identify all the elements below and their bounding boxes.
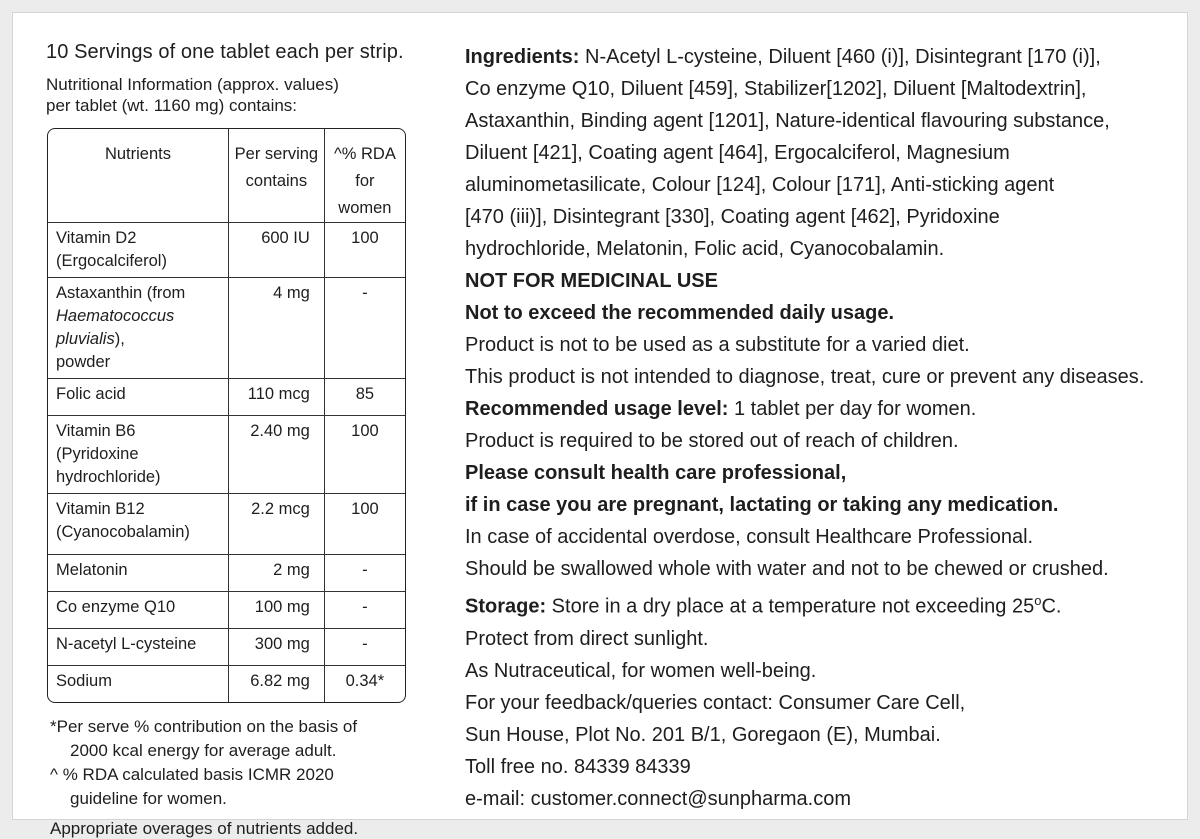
ingredients-line: [470 (iii)], Disintegrant [330], Coating agent [462], Pyridoxine <box>465 206 1000 228</box>
table-row <box>48 555 405 592</box>
ingredients-line: Diluent [421], Coating agent [464], Ergocalciferol, Magnesium <box>465 142 1010 164</box>
nutrient-amount: 2 mg <box>229 555 325 592</box>
swallow-note: Should be swallowed whole with water and not to be chewed or crushed. <box>465 558 1109 580</box>
ingredients-line: Co enzyme Q10, Diluent [459], Stabilizer[1202], Diluent [Maltodextrin], <box>465 78 1087 100</box>
nutraceutical-note: As Nutraceutical, for women well-being. <box>465 659 817 682</box>
ingredients-text: N-Acetyl L-cysteine, Diluent [460 (i)], Disintegrant [170 (i)], <box>579 46 1101 68</box>
header-nutrients: Nutrients <box>48 129 229 223</box>
nutrient-name-italic: Haematococcus pluvialis <box>56 307 175 348</box>
consult-line2: if in case you are pregnant, lactating or taking any medication. <box>465 494 1059 516</box>
footnote-rda-line1: ^ % RDA calculated basis ICMR 2020 <box>50 765 334 784</box>
ingredients-line <box>465 41 1175 73</box>
nutrient-rda: 100 <box>325 223 405 278</box>
overages-note: Appropriate overages of nutrients added. <box>50 819 359 838</box>
nutrient-name <box>48 494 229 555</box>
nutrient-amount: 2.2 mcg <box>229 494 325 555</box>
table-row <box>48 494 405 555</box>
nutrient-name: N-acetyl L-cysteine <box>48 629 229 666</box>
nutrition-info-line2: per tablet (wt. 1160 mg) contains: <box>46 96 298 115</box>
table-row <box>48 629 405 666</box>
consult-line1: Please consult health care professional, <box>465 462 847 484</box>
table-footnotes <box>50 715 426 811</box>
storage-text: Store in a dry place at a temperature not exceeding 25 <box>546 595 1035 618</box>
sunlight-note: Protect from direct sunlight. <box>465 627 709 650</box>
nutrient-rda: 100 <box>325 494 405 555</box>
nutrient-rda: - <box>325 555 405 592</box>
storage-line <box>465 585 1175 623</box>
nutrient-rda: - <box>325 629 405 666</box>
header-per-serving-line1: Per serving <box>234 145 319 163</box>
table-header-row <box>48 129 405 223</box>
table-row <box>48 666 405 702</box>
ingredients-line: hydrochloride, Melatonin, Folic acid, Cyanocobalamin. <box>465 238 945 260</box>
nutrition-table <box>47 128 406 703</box>
label-panel <box>12 12 1188 838</box>
nutrient-name: Sodium <box>48 666 229 702</box>
table-row <box>48 278 405 379</box>
nutrient-name-line2: (Pyridoxine hydrochloride) <box>56 445 161 486</box>
nutrient-name: Vitamin D2 (Ergocalciferol) <box>48 223 229 278</box>
nutrient-rda: 0.34* <box>345 672 385 690</box>
nutrient-name-line1: Vitamin B6 <box>56 422 136 440</box>
header-per-serving-line2: contains <box>245 172 308 190</box>
ingredients-column <box>465 41 1175 815</box>
substitute-note: Product is not to be used as a substitute for a varied diet. <box>465 334 970 356</box>
nutrient-name-line2: (Cyanocobalamin) <box>56 523 190 541</box>
footnote-energy-line1: *Per serve % contribution on the basis of <box>50 717 358 736</box>
table-row <box>48 416 405 494</box>
children-note: Product is required to be stored out of reach of children. <box>465 430 959 452</box>
nutrient-rda: - <box>325 278 405 379</box>
nutrient-amount: 2.40 mg <box>229 416 325 494</box>
table-row <box>48 223 405 278</box>
nutrient-name-line1: Astaxanthin (from <box>56 284 186 302</box>
overdose-note: In case of accidental overdose, consult Healthcare Professional. <box>465 526 1034 548</box>
storage-label: Storage: <box>465 595 547 618</box>
nutrient-name-line1: Vitamin B12 <box>56 500 145 518</box>
footnote-rda-line2: guideline for women. <box>70 789 227 808</box>
footnote-energy-line2: 2000 kcal energy for average adult. <box>70 741 337 760</box>
header-rda <box>325 129 405 223</box>
not-intended-note: This product is not intended to diagnose, treat, cure or prevent any diseases. <box>465 366 1145 388</box>
not-medicinal-warning: NOT FOR MEDICINAL USE <box>465 270 718 292</box>
nutrient-amount: 100 mg <box>229 592 325 629</box>
table-row <box>48 379 405 416</box>
nutrient-amount: 600 IU <box>229 223 325 278</box>
ingredients-label: Ingredients: <box>465 46 580 68</box>
storage-unit: C. <box>1041 595 1062 618</box>
servings-text: 10 Servings of one tablet each per strip. <box>46 41 404 63</box>
nutrition-info-heading <box>46 74 426 116</box>
nutrient-rda: 100 <box>325 416 405 494</box>
header-per-serving <box>229 129 325 223</box>
table-row <box>48 592 405 629</box>
nutrient-amount: 110 mcg <box>229 379 325 416</box>
ingredients-line: Astaxanthin, Binding agent [1201], Nature-identical flavouring substance, <box>465 110 1110 132</box>
nutrient-amount: 300 mg <box>229 629 325 666</box>
nutrient-name <box>48 416 229 494</box>
nutrient-name: Folic acid <box>48 379 229 416</box>
nutrition-column <box>46 41 426 839</box>
nutrient-name: Co enzyme Q10 <box>48 592 229 629</box>
usage-level <box>465 393 1175 425</box>
degree-symbol: o <box>1034 593 1042 608</box>
usage-label: Recommended usage level: <box>465 398 729 420</box>
address: Sun House, Plot No. 201 B/1, Goregaon (E), Mumbai. <box>465 723 941 746</box>
nutrition-info-line1: Nutritional Information (approx. values) <box>46 75 339 94</box>
nutrient-name: Melatonin <box>48 555 229 592</box>
feedback-contact: For your feedback/queries contact: Consumer Care Cell, <box>465 691 966 714</box>
header-rda-line2: for women <box>338 172 392 217</box>
nutrient-rda: - <box>325 592 405 629</box>
nutrient-name-line3: powder <box>56 353 111 371</box>
usage-text: 1 tablet per day for women. <box>728 398 977 420</box>
nutrient-name <box>48 278 229 379</box>
tollfree-number: Toll free no. 84339 84339 <box>465 755 691 778</box>
nutrient-amount: 4 mg <box>229 278 325 379</box>
ingredients-line: aluminometasilicate, Colour [124], Colour [171], Anti-sticking agent <box>465 174 1055 196</box>
nutrient-name-suffix: ), <box>114 330 125 348</box>
nutrient-amount: 6.82 mg <box>229 666 325 702</box>
header-rda-line1: ^% RDA <box>333 145 396 163</box>
email-contact: e-mail: customer.connect@sunpharma.com <box>465 787 852 810</box>
not-exceed-warning: Not to exceed the recommended daily usage. <box>465 302 895 324</box>
nutrient-rda: 85 <box>325 379 405 416</box>
